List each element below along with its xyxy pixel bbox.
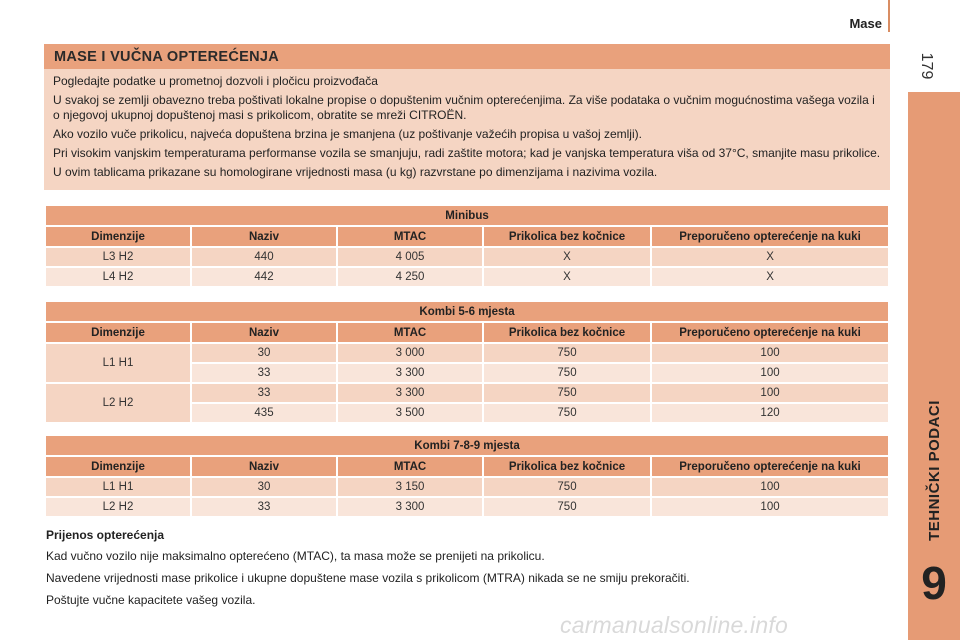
cell-mtac: 4 005 <box>338 248 482 266</box>
table-row <box>46 344 888 362</box>
chapter-label-wrap <box>908 380 960 560</box>
cell-name: 30 <box>192 478 336 496</box>
cell-name: 30 <box>192 344 336 362</box>
cell-name: 33 <box>192 498 336 516</box>
table-row <box>46 268 888 286</box>
intro-paragraph: U svakoj se zemlji obavezno treba poštivati lokalne propise o dopuštenim vučnim opterećenjima. Za više podataka o vučnim mogućnostima vašega vozila i o njegovoj ukupnoj dopuštenoj masi s prikolicom, obratite se mreži CITROËN. <box>53 93 875 122</box>
cell-dimension: L3 H2 <box>46 248 190 266</box>
cell-dimension: L1 H1 <box>46 344 190 382</box>
cell-trailer: 750 <box>484 344 650 362</box>
column-header: Dimenzije <box>46 227 190 246</box>
cell-hitch-load: 100 <box>652 498 888 516</box>
cell-hitch-load: X <box>652 248 888 266</box>
intro-paragraph: Pogledajte podatke u prometnoj dozvoli i pločicu proizvođača <box>53 74 378 88</box>
table-minibus <box>44 204 890 288</box>
intro-paragraph: Pri visokim vanjskim temperaturama performanse vozila se smanjuju, radi zaštite motora; kad je vanjska temperatura viša od 37°C, smanjite masu prikolice. <box>53 146 881 160</box>
cell-mtac: 3 000 <box>338 344 482 362</box>
cell-hitch-load: 100 <box>652 384 888 402</box>
cell-mtac: 4 250 <box>338 268 482 286</box>
table-title: Minibus <box>46 206 888 225</box>
cell-trailer: X <box>484 268 650 286</box>
intro-title: MASE I VUČNA OPTEREĆENJA <box>44 44 890 69</box>
notes-heading: Prijenos opterećenja <box>46 528 165 542</box>
intro-body <box>44 69 890 190</box>
section-title: Mase <box>849 16 882 31</box>
watermark: carmanualsonline.info <box>560 612 788 638</box>
column-header: Naziv <box>192 323 336 342</box>
intro-paragraph: U ovim tablicama prikazane su homologirane vrijednosti masa (u kg) razvrstane po dimenzijama i nazivima vozila. <box>53 165 658 179</box>
cell-dimension: L2 H2 <box>46 498 190 516</box>
cell-trailer: 750 <box>484 404 650 422</box>
page-number: 179 <box>918 52 935 80</box>
cell-trailer: 750 <box>484 364 650 382</box>
column-header: Prikolica bez kočnice <box>484 227 650 246</box>
cell-name: 442 <box>192 268 336 286</box>
table-row <box>46 248 888 266</box>
table-row <box>46 498 888 516</box>
cell-mtac: 3 150 <box>338 478 482 496</box>
column-header: Preporučeno opterećenje na kuki <box>652 227 888 246</box>
cell-name: 435 <box>192 404 336 422</box>
intro-paragraph: Ako vozilo vuče prikolicu, najveća dopuštena brzina je smanjena (uz poštivanje važećih propisa u vašoj zemlji). <box>53 127 642 141</box>
table-title: Kombi 5-6 mjesta <box>46 302 888 321</box>
column-header: Preporučeno opterećenje na kuki <box>652 457 888 476</box>
cell-mtac: 3 300 <box>338 364 482 382</box>
cell-hitch-load: X <box>652 268 888 286</box>
column-header: MTAC <box>338 323 482 342</box>
column-header: Preporučeno opterećenje na kuki <box>652 323 888 342</box>
column-header: Dimenzije <box>46 457 190 476</box>
cell-mtac: 3 500 <box>338 404 482 422</box>
cell-mtac: 3 300 <box>338 498 482 516</box>
column-header: Prikolica bez kočnice <box>484 457 650 476</box>
column-header: Naziv <box>192 457 336 476</box>
notes-paragraph: Navedene vrijednosti mase prikolice i ukupne dopuštene mase vozila s prikolicom (MTRA) nikada se ne smiju prekoračiti. <box>46 571 690 585</box>
cell-dimension: L4 H2 <box>46 268 190 286</box>
cell-hitch-load: 100 <box>652 478 888 496</box>
cell-name: 33 <box>192 384 336 402</box>
notes-paragraph: Kad vučno vozilo nije maksimalno opterećeno (MTAC), ta masa može se prenijeti na prikolicu. <box>46 549 545 563</box>
chapter-label: TEHNIČKI PODACI <box>925 399 943 541</box>
column-header: Prikolica bez kočnice <box>484 323 650 342</box>
cell-hitch-load: 100 <box>652 364 888 382</box>
column-header: Naziv <box>192 227 336 246</box>
table-kombi-7-8-9 <box>44 434 890 518</box>
cell-trailer: 750 <box>484 384 650 402</box>
cell-name: 440 <box>192 248 336 266</box>
table-row <box>46 384 888 402</box>
notes-section <box>46 528 896 615</box>
table-kombi-5-6 <box>44 300 890 424</box>
cell-name: 33 <box>192 364 336 382</box>
cell-trailer: X <box>484 248 650 266</box>
cell-trailer: 750 <box>484 478 650 496</box>
intro-box <box>44 44 890 190</box>
cell-hitch-load: 100 <box>652 344 888 362</box>
cell-dimension: L1 H1 <box>46 478 190 496</box>
header-divider <box>888 0 890 32</box>
cell-hitch-load: 120 <box>652 404 888 422</box>
cell-trailer: 750 <box>484 498 650 516</box>
chapter-number: 9 <box>921 557 947 609</box>
cell-dimension: L2 H2 <box>46 384 190 422</box>
column-header: MTAC <box>338 457 482 476</box>
cell-mtac: 3 300 <box>338 384 482 402</box>
column-header: Dimenzije <box>46 323 190 342</box>
notes-paragraph: Poštujte vučne kapacitete vašeg vozila. <box>46 593 256 607</box>
table-title: Kombi 7-8-9 mjesta <box>46 436 888 455</box>
table-row <box>46 478 888 496</box>
column-header: MTAC <box>338 227 482 246</box>
